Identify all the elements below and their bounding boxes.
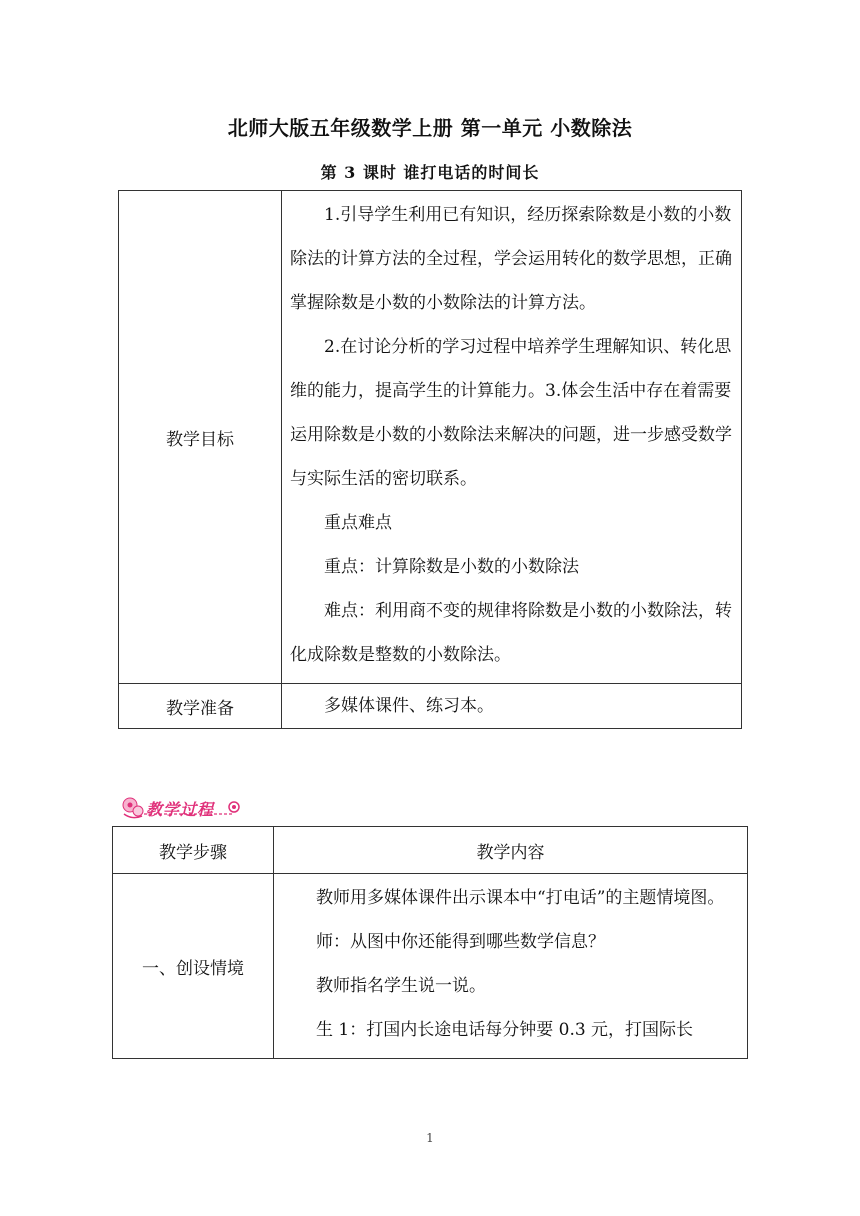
teaching-process-banner (120, 794, 244, 820)
step1-content (274, 874, 748, 1059)
difficult-point (290, 589, 733, 677)
prep-text: 多媒体课件、练习本。 (324, 696, 494, 716)
teaching-process-label: 教学过程 (146, 800, 215, 819)
key-point-label: 重点： (324, 557, 375, 577)
key-difficult-heading: 重点难点 (324, 513, 392, 533)
goals-paragraph-1: 1.引导学生利用已有知识，经历探索除数是小数的小数除法的计算方法的全过程，学会运用转化的数学思想，正确掌握除数是小数的小数除法的计算方法。 (290, 205, 732, 313)
prep-label: 教学准备 (119, 684, 282, 729)
col-step-header: 教学步骤 (113, 827, 274, 874)
goals-paragraph-2: 2.在讨论分析的学习过程中培养学生理解知识、转化思维的能力，提高学生的计算能力。3.体会生活中存在着需要运用除数是小数的小数除法来解决的问题，进一步感受数学与实际生活的密切联系。 (290, 337, 732, 489)
difficult-point-label: 难点： (324, 601, 375, 621)
goals-content (282, 191, 742, 684)
step1-paragraph-4: 生 1：打国内长途电话每分钟要 0.3 元，打国际长 (316, 1020, 694, 1040)
prep-row (119, 684, 742, 729)
prep-content (282, 684, 742, 729)
goals-label: 教学目标 (119, 191, 282, 684)
page-number: 1 (426, 1131, 434, 1145)
step1-paragraph-1: 教师用多媒体课件出示课本中“打电话”的主题情境图。 (316, 888, 725, 908)
lesson-subtitle: 第 3 课时 谁打电话的时间长 (320, 163, 540, 182)
key-point-text: 计算除数是小数的小数除法 (375, 557, 579, 577)
process-table (112, 826, 748, 1059)
difficult-point-text: 利用商不变的规律将除数是小数的小数除法，转化成除数是整数的小数除法。 (290, 601, 732, 665)
process-row-step1 (113, 874, 748, 1059)
step1-paragraph-2: 师：从图中你还能得到哪些数学信息？ (316, 932, 605, 952)
col-content-header: 教学内容 (274, 827, 748, 874)
goals-table (118, 190, 742, 729)
goals-row (119, 191, 742, 684)
step1-paragraph-3: 教师指名学生说一说。 (316, 976, 486, 996)
key-point (290, 545, 733, 589)
document-title: 北师大版五年级数学上册 第一单元 小数除法 (227, 116, 633, 140)
step1-label: 一、创设情境 (113, 874, 274, 1059)
process-header-row (113, 827, 748, 874)
